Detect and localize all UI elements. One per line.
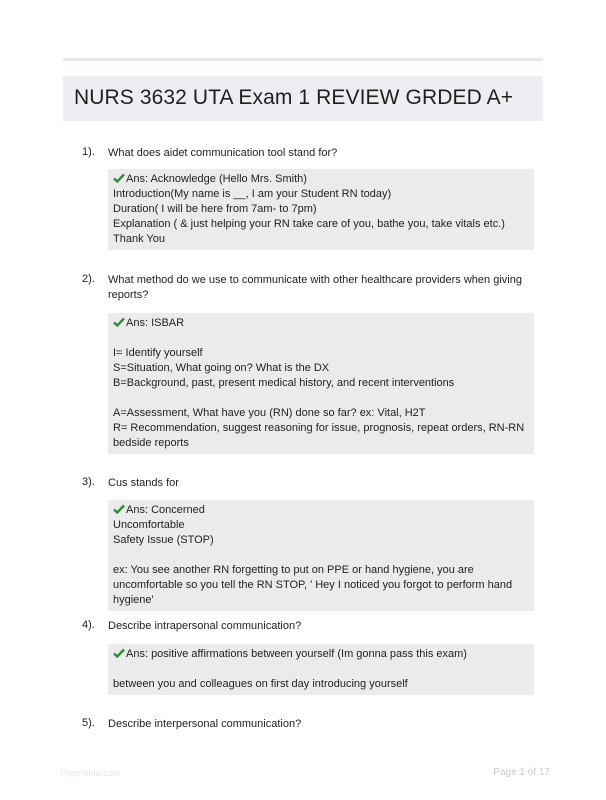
answer-line: Ans: positive affirmations between yourself (Im gonna pass this exam) — [113, 647, 529, 662]
answer-line: Ans: Concerned — [113, 503, 529, 518]
answer-line: I= Identify yourself — [113, 347, 203, 359]
answer-line: Ans: ISBAR — [113, 316, 529, 331]
answer-line: Ans: Acknowledge (Hello Mrs. Smith) — [113, 172, 529, 187]
answer-line: Duration( I will be here from 7am- to 7pm) — [113, 203, 317, 215]
question-text: What does aidet communication tool stand for? — [108, 147, 338, 159]
question-number: 2). — [82, 273, 95, 285]
question-text: Describe interpersonal communication? — [108, 718, 302, 730]
question-number: 4). — [82, 619, 95, 631]
question-text: Describe intrapersonal communication? — [108, 620, 302, 632]
answer-line: Safety Issue (STOP) — [113, 534, 214, 546]
answer-line: Introduction(My name is __, I am your Student RN today) — [113, 188, 392, 200]
answer-line: Uncomfortable — [113, 519, 185, 531]
answer-box-3 — [108, 500, 534, 611]
answer-line: A=Assessment, What have you (RN) done so far? ex: Vital, H2T — [113, 407, 426, 419]
footer-watermark: Papertible.com — [60, 768, 121, 778]
page-number: Page 1 of 17 — [493, 767, 550, 778]
answer-line: S=Situation, What going on? What is the DX — [113, 362, 330, 374]
answer-line: R= Recommendation, suggest reasoning for issue, prognosis, repeat orders, RN-RN bedside reports — [113, 422, 528, 449]
answer-line — [113, 331, 529, 346]
question-number: 1). — [82, 146, 95, 158]
question-text: What method do we use to communicate with other healthcare providers when giving reports? — [108, 274, 522, 301]
question-text: Cus stands for — [108, 477, 179, 489]
answer-line: B=Background, past, present medical history, and recent interventions — [113, 377, 455, 389]
question-number: 3). — [82, 476, 95, 488]
answer-line: Thank You — [113, 233, 165, 245]
answer-line: Explanation ( & just helping your RN take care of you, bathe you, take vitals etc.) — [113, 218, 505, 230]
answer-line — [113, 548, 529, 563]
checkmark-icon — [113, 317, 125, 327]
top-divider — [63, 58, 543, 61]
page-title: NURS 3632 UTA Exam 1 REVIEW GRDED A+ — [74, 86, 514, 109]
answer-box-4 — [108, 644, 534, 695]
checkmark-icon — [113, 504, 125, 514]
answer-line — [113, 662, 529, 677]
checkmark-icon — [113, 648, 125, 658]
answer-line — [113, 391, 529, 406]
title-banner — [63, 76, 543, 121]
answer-line: between you and colleagues on first day introducing yourself — [113, 678, 408, 690]
answer-box-2 — [108, 313, 534, 454]
answer-box-1 — [108, 169, 534, 250]
answer-line: ex: You see another RN forgetting to put on PPE or hand hygiene, you are uncomfortable so you tell the RN STOP, ' Hey I noticed you forgot to perform hand hygiene' — [113, 564, 516, 606]
question-number: 5). — [82, 717, 95, 729]
checkmark-icon — [113, 173, 125, 183]
